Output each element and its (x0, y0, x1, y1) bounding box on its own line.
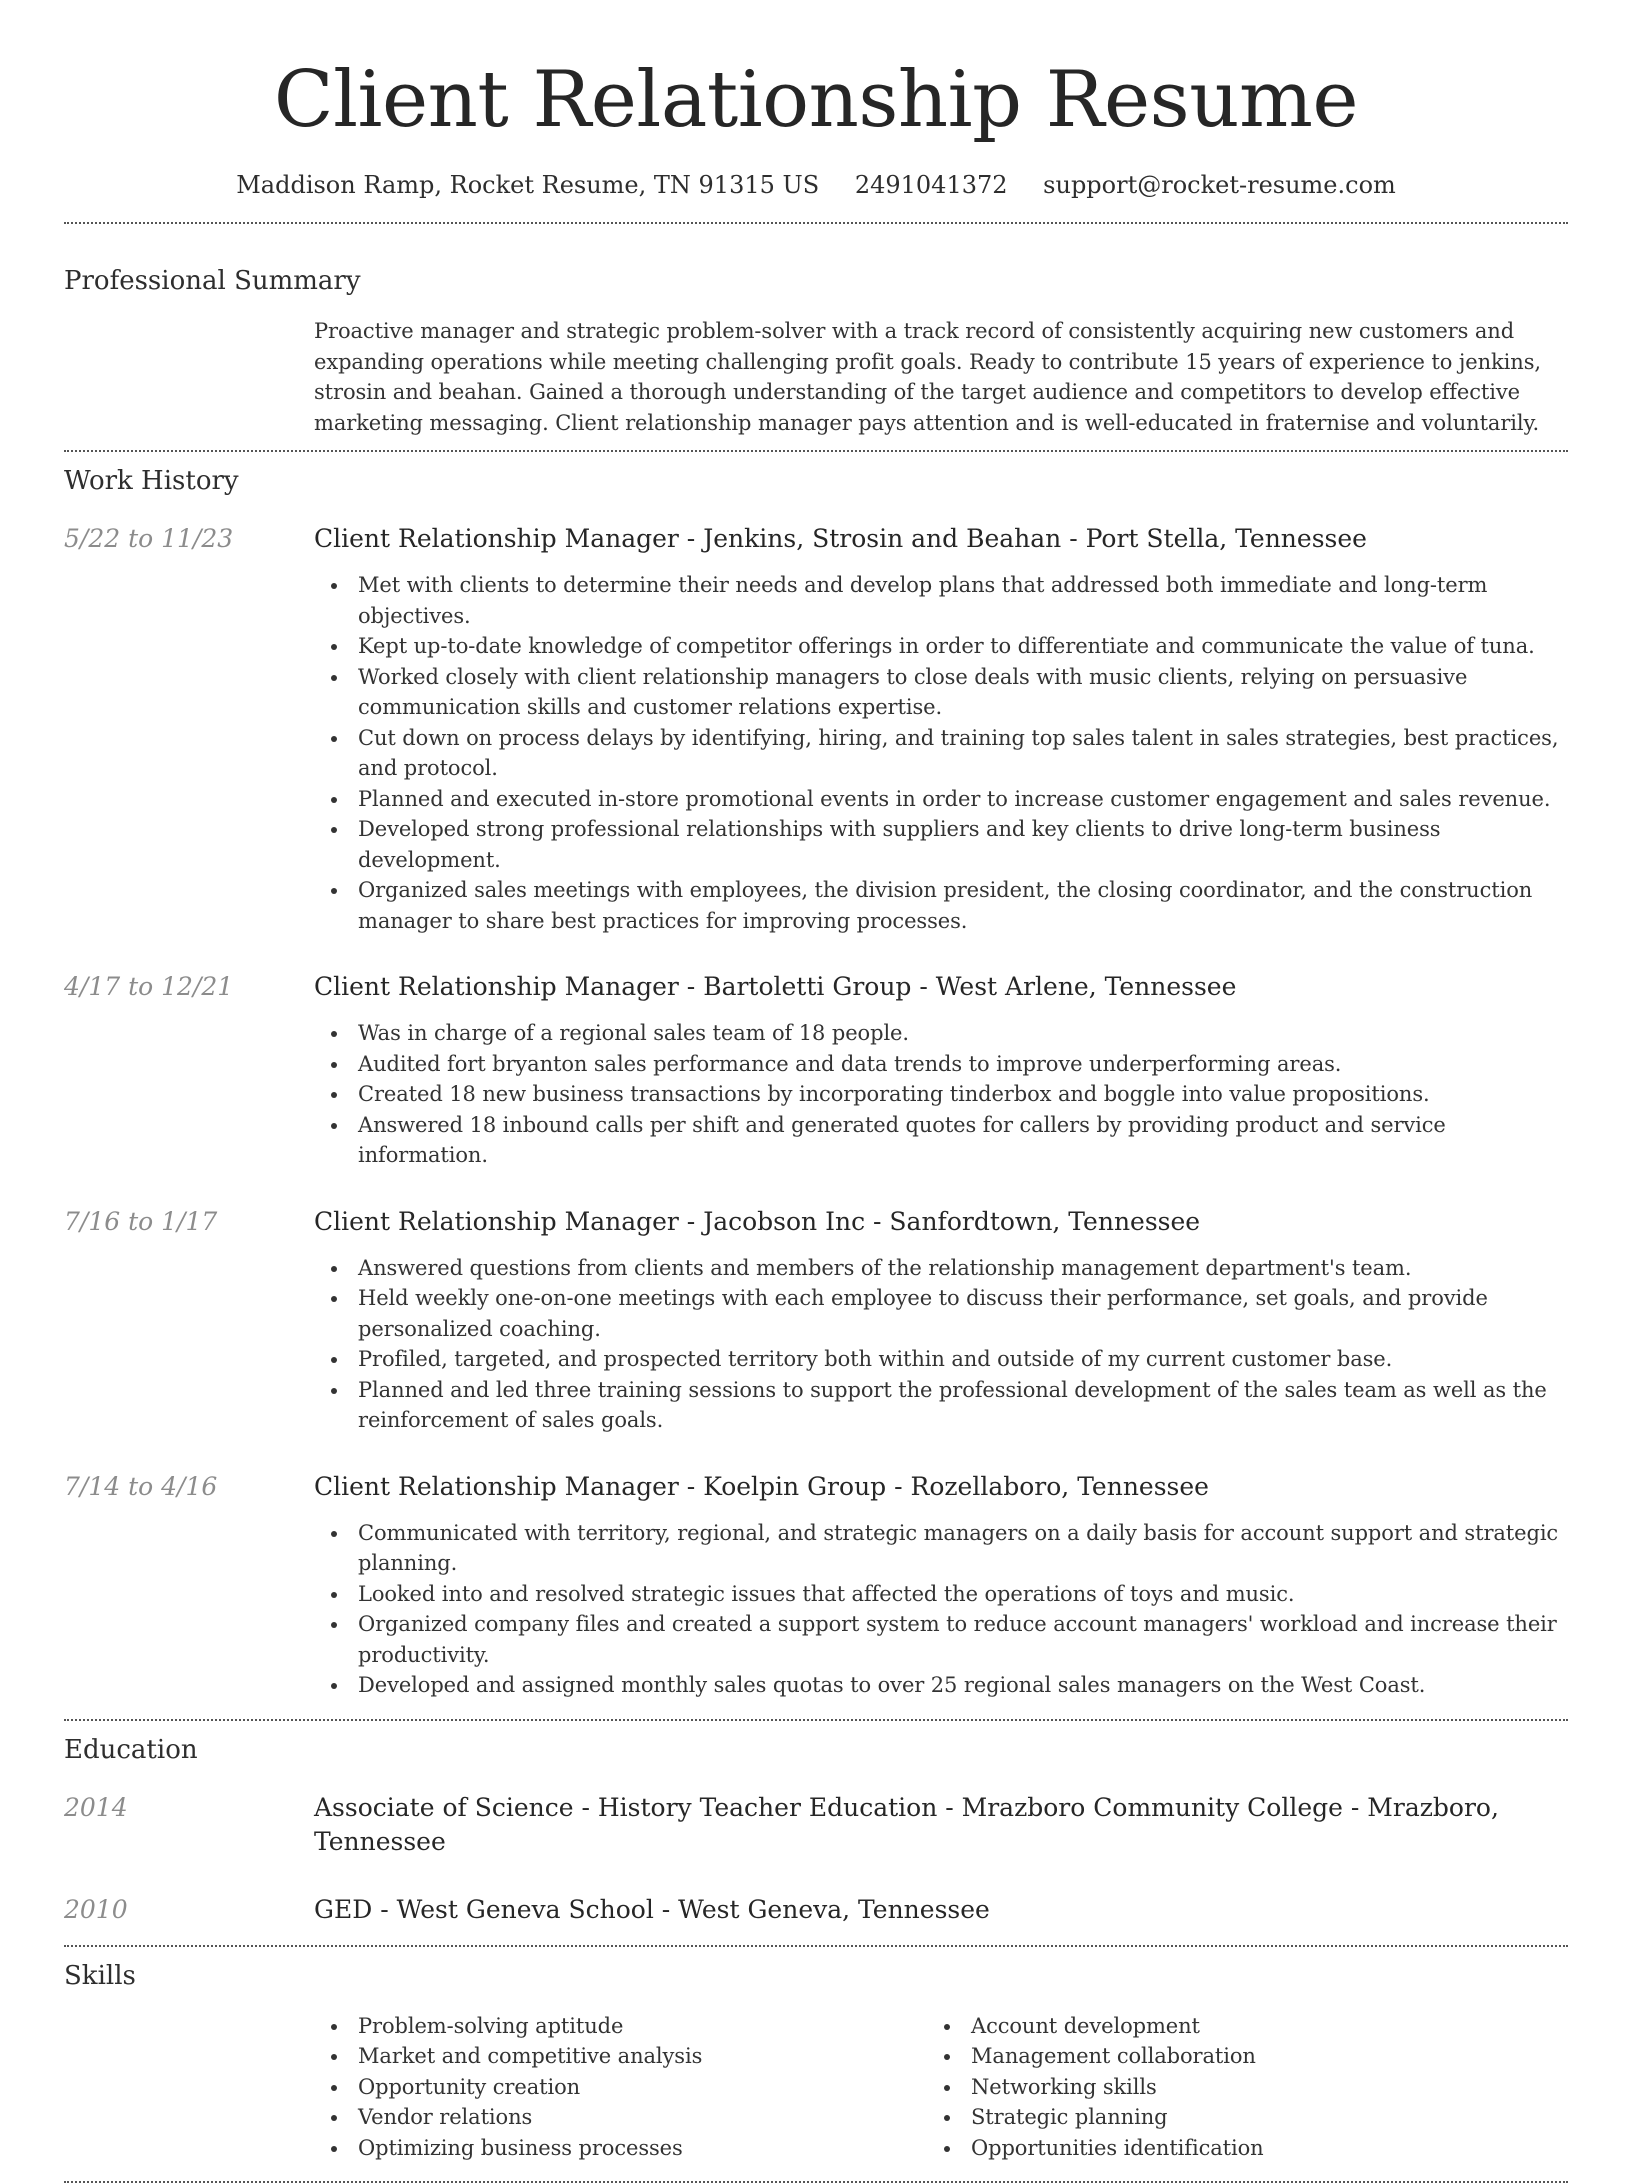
skills-heading: Skills (64, 1960, 136, 1991)
education-title: Associate of Science - History Teacher Education - Mrazboro Community College - Mrazboro, Tennessee (314, 1792, 1499, 1856)
contact-email: support@rocket-resume.com (1043, 171, 1396, 199)
job-title: Client Relationship Manager - Jacobson Inc - Sanfordtown, Tennessee (314, 1206, 1201, 1236)
job-entry (64, 1470, 1568, 1701)
job-body (314, 522, 1568, 936)
contact-phone: 2491041372 (854, 171, 1008, 199)
skill-item: Strategic planning (927, 2102, 1540, 2133)
skill-item: Market and competitive analysis (314, 2041, 927, 2072)
job-title: Client Relationship Manager - Bartoletti Group - West Arlene, Tennessee (314, 972, 1237, 1001)
job-date: 7/14 to 4/16 (64, 1471, 218, 1501)
job-bullet: Kept up-to-date knowledge of competitor offerings in order to differentiate and communicate the value of tuna. (314, 631, 1568, 662)
contact-line (64, 168, 1568, 202)
resume-page (64, 0, 1568, 2183)
job-bullet: Held weekly one-on-one meetings with each employee to discuss their performance, set goals, and provide personalized coaching. (314, 1283, 1568, 1344)
skill-item: Problem-solving aptitude (314, 2011, 927, 2042)
job-bullet: Created 18 new business transactions by incorporating tinderbox and boggle into value propositions. (314, 1079, 1568, 1110)
education-entry (64, 1791, 1568, 1859)
job-bullet: Met with clients to determine their needs and develop plans that addressed both immediate and long-term objectives. (314, 570, 1568, 631)
section-divider (64, 450, 1568, 452)
job-bullets (314, 1518, 1568, 1701)
job-bullet: Worked closely with client relationship managers to close deals with music clients, relying on persuasive communication skills and customer relations expertise. (314, 662, 1568, 723)
skills-grid (314, 2011, 1568, 2164)
contact-address: Maddison Ramp, Rocket Resume, TN 91315 US (236, 171, 820, 199)
job-bullet: Planned and led three training sessions to support the professional development of the sales team as well as the reinforcement of sales goals. (314, 1375, 1568, 1436)
job-bullets (314, 1253, 1568, 1436)
skills-column-right (927, 2011, 1540, 2164)
job-entry (64, 522, 1568, 936)
job-bullet: Planned and executed in-store promotional events in order to increase customer engagement and sales revenue. (314, 784, 1568, 815)
job-bullet: Answered 18 inbound calls per shift and generated quotes for callers by providing product and service information. (314, 1110, 1568, 1171)
resume-title: Client Relationship Resume (273, 55, 1359, 145)
job-bullet: Profiled, targeted, and prospected territory both within and outside of my current customer base. (314, 1344, 1568, 1375)
job-date: 5/22 to 11/23 (64, 524, 234, 553)
education-date: 2014 (64, 1792, 128, 1822)
summary-text: Proactive manager and strategic problem-solver with a track record of consistently acquiring new customers and expanding operations while meeting challenging profit goals. Ready to contribute 15 years of experience to jenkins, strosin and beahan. Gained a thorough understanding of the target audience and competitors to develop effective marketing messaging. Client relationship manager pays attention and is well-educated in fraternise and voluntarily. (314, 319, 1541, 435)
job-entry (64, 1205, 1568, 1436)
skill-item: Management collaboration (927, 2041, 1540, 2072)
job-date: 7/16 to 1/17 (64, 1206, 218, 1236)
job-bullet: Organized company files and created a support system to reduce account managers' workload and increase their productivity. (314, 1609, 1568, 1670)
job-title: Client Relationship Manager - Koelpin Group - Rozellaboro, Tennessee (314, 1471, 1209, 1501)
work-history-heading: Work History (64, 466, 239, 496)
skill-item: Opportunities identification (927, 2133, 1540, 2164)
education-title: GED - West Geneva School - West Geneva, Tennessee (314, 1894, 990, 1924)
section-divider (64, 222, 1568, 224)
job-bullet: Was in charge of a regional sales team of 18 people. (314, 1018, 1568, 1049)
job-bullet: Answered questions from clients and members of the relationship management department's team. (314, 1253, 1568, 1284)
skill-item: Account development (927, 2011, 1540, 2042)
job-bullets (314, 570, 1568, 936)
skill-item: Networking skills (927, 2072, 1540, 2103)
education-entry (64, 1893, 1568, 1927)
job-date: 4/17 to 12/21 (64, 972, 234, 1001)
job-bullet: Communicated with territory, regional, and strategic managers on a daily basis for account support and strategic planning. (314, 1518, 1568, 1579)
skill-item: Opportunity creation (314, 2072, 927, 2103)
skill-item: Optimizing business processes (314, 2133, 927, 2164)
job-body (314, 1205, 1568, 1436)
education-date: 2010 (64, 1894, 128, 1924)
job-bullet: Cut down on process delays by identifying, hiring, and training top sales talent in sales strategies, best practices, and protocol. (314, 723, 1568, 784)
education-heading: Education (64, 1734, 198, 1765)
job-bullet: Looked into and resolved strategic issues that affected the operations of toys and music. (314, 1579, 1568, 1610)
section-divider (64, 1945, 1568, 1947)
skill-item: Vendor relations (314, 2102, 927, 2133)
job-bullets (314, 1018, 1568, 1171)
skills-column-left (314, 2011, 927, 2164)
job-bullet: Organized sales meetings with employees, the division president, the closing coordinator, and the construction manager to share best practices for improving processes. (314, 875, 1568, 936)
job-body (314, 1470, 1568, 1701)
section-divider (64, 1719, 1568, 1721)
job-entry (64, 970, 1568, 1171)
job-bullet: Audited fort bryanton sales performance and data trends to improve underperforming areas. (314, 1049, 1568, 1080)
summary-heading: Professional Summary (64, 266, 361, 296)
job-bullet: Developed strong professional relationships with suppliers and key clients to drive long-term business development. (314, 814, 1568, 875)
job-title: Client Relationship Manager - Jenkins, Strosin and Beahan - Port Stella, Tennessee (314, 524, 1367, 553)
job-body (314, 970, 1568, 1171)
job-bullet: Developed and assigned monthly sales quotas to over 25 regional sales managers on the West Coast. (314, 1670, 1568, 1701)
